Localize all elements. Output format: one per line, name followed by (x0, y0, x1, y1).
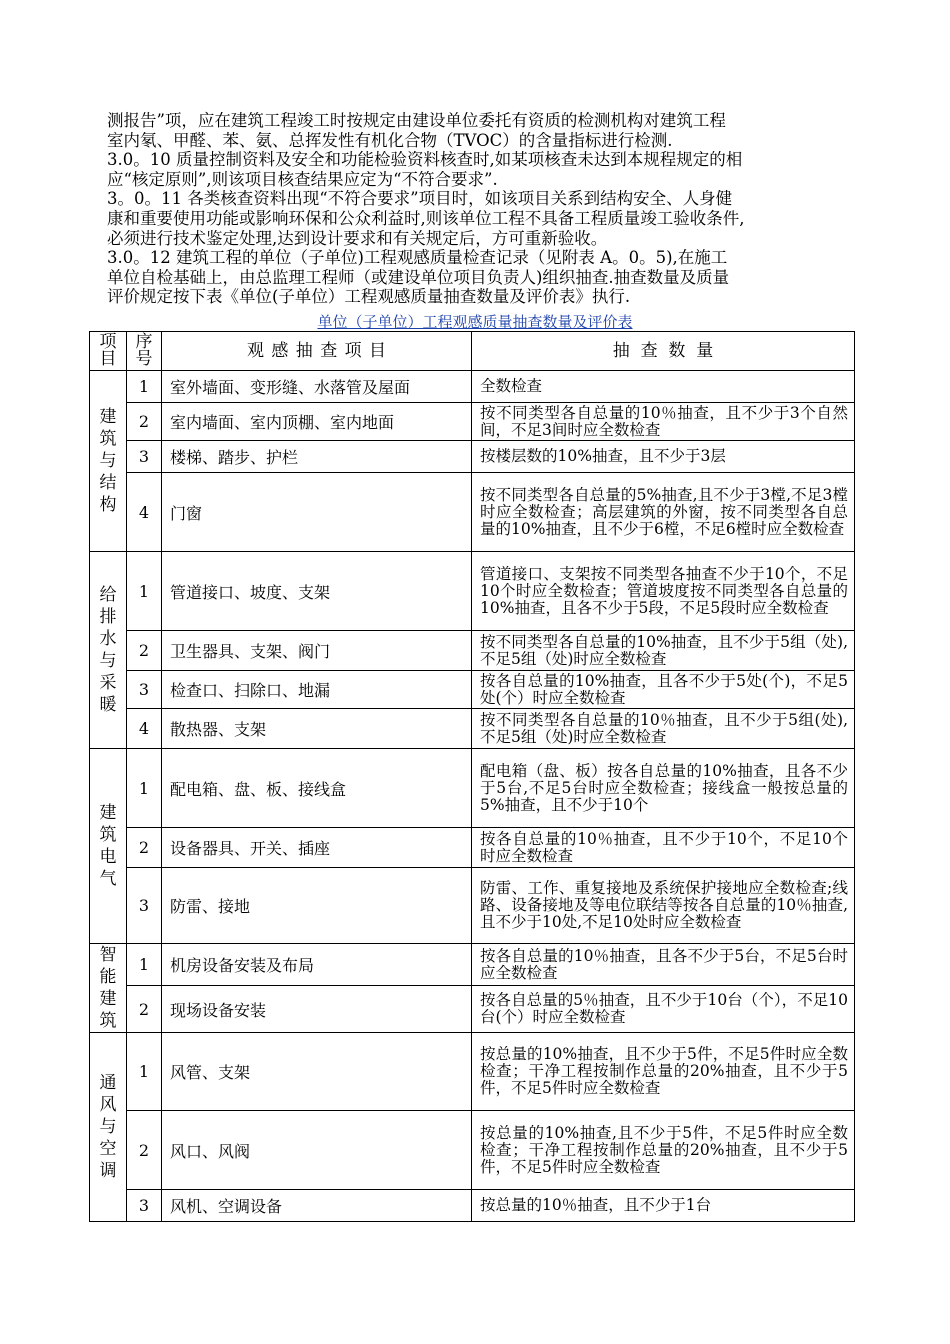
table-row (90, 552, 855, 631)
body-text (107, 111, 852, 307)
item-cell: 现场设备安装 (162, 986, 472, 1033)
category-cell: 给排水与采暖 (90, 552, 127, 749)
qty-cell: 按不同类型各自总量的10％抽查，且不少于3个自然间，不足3间时应全数检查 (472, 403, 855, 441)
item-cell: 风口、风阀 (162, 1111, 472, 1190)
seq-cell: 2 (127, 631, 162, 671)
seq-cell: 1 (127, 1033, 162, 1111)
qty-cell: 按不同类型各自总量的10％抽查，且不少于5组(处),不足5组（处)时应全数检查 (472, 709, 855, 749)
item-cell: 管道接口、坡度、支架 (162, 552, 472, 631)
header-qty: 抽 查 数 量 (472, 332, 855, 371)
inspection-table (89, 331, 855, 1222)
seq-cell: 2 (127, 828, 162, 868)
qty-cell: 按各自总量的10%抽查，且各不少于5处(个)，不足5处(个）时应全数检查 (472, 671, 855, 709)
table-row (90, 631, 855, 671)
item-cell: 风机、空调设备 (162, 1190, 472, 1222)
item-cell: 卫生器具、支架、阀门 (162, 631, 472, 671)
qty-cell: 防雷、工作、重复接地及系统保护接地应全数检查;线路、设备接地及等电位联结等按各自总量的10％抽查,且不少于10处,不足10处时应全数检查 (472, 868, 855, 944)
seq-cell: 1 (127, 552, 162, 631)
seq-cell: 4 (127, 709, 162, 749)
paragraph-line: 评价规定按下表《单位(子单位）工程观感质量抽查数量及评价表》执行. (107, 287, 631, 307)
table-row (90, 709, 855, 749)
qty-cell: 按各自总量的10％抽查，且各不少于5台，不足5台时应全数检查 (472, 944, 855, 986)
table-row (90, 671, 855, 709)
seq-cell: 1 (127, 371, 162, 403)
table-row (90, 986, 855, 1033)
table-row (90, 1033, 855, 1111)
table-row (90, 868, 855, 944)
qty-cell: 按各自总量的10％抽查，且不少于10个，不足10个时应全数检查 (472, 828, 855, 868)
qty-cell: 全数检查 (472, 371, 855, 403)
seq-cell: 3 (127, 868, 162, 944)
category-cell: 智能建筑 (90, 944, 127, 1033)
paragraph-line: 3.0。10 质量控制资料及安全和功能检验资料核查时,如某项核查未达到本规程规定的相 (107, 150, 743, 170)
paragraph-line: 室内氡、甲醛、苯、氨、总挥发性有机化合物（TVOC）的含量指标进行检测. (107, 130, 673, 150)
seq-cell: 3 (127, 1190, 162, 1222)
table-row (90, 441, 855, 473)
item-cell: 机房设备安装及布局 (162, 944, 472, 986)
item-cell: 防雷、接地 (162, 868, 472, 944)
category-cell: 通风与空调 (90, 1033, 127, 1222)
qty-cell: 按楼层数的10%抽查，且不少于3层 (472, 441, 855, 473)
table-header-row (90, 332, 855, 371)
header-item: 观 感 抽 查 项 目 (162, 332, 472, 371)
item-cell: 检查口、扫除口、地漏 (162, 671, 472, 709)
seq-cell: 3 (127, 441, 162, 473)
qty-cell: 按总量的10%抽查，且不少于5件，不足5件时应全数检查；干净工程按制作总量的20%抽查，且不少于5件，不足5件时应全数检查 (472, 1033, 855, 1111)
qty-cell: 管道接口、支架按不同类型各抽查不少于10个，不足10个时应全数检查；管道坡度按不同类型各自总量的10%抽查，且各不少于5段，不足5段时应全数检查 (472, 552, 855, 631)
paragraph-line: 3.0。12 建筑工程的单位（子单位)工程观感质量检查记录（见附表 A。0。5),在施工 (107, 248, 728, 268)
seq-cell: 4 (127, 473, 162, 552)
seq-cell: 1 (127, 749, 162, 828)
seq-cell: 3 (127, 671, 162, 709)
header-project: 项 目 (90, 332, 127, 371)
item-cell: 散热器、支架 (162, 709, 472, 749)
item-cell: 风管、支架 (162, 1033, 472, 1111)
paragraph-line: 康和重要使用功能或影响环保和公众利益时,则该单位工程不具备工程质量竣工验收条件, (107, 208, 745, 228)
item-cell: 设备器具、开关、插座 (162, 828, 472, 868)
table-row (90, 828, 855, 868)
category-cell: 建筑与结构 (90, 371, 127, 552)
seq-cell: 2 (127, 1111, 162, 1190)
paragraph-line: 3。0。11 各类核查资料出现“不符合要求”项目时，如该项目关系到结构安全、人身健 (107, 189, 733, 209)
table-row (90, 1111, 855, 1190)
item-cell: 配电箱、盘、板、接线盒 (162, 749, 472, 828)
paragraph-line: 应“核定原则”,则该项目核查结果应定为“不符合要求”. (107, 169, 498, 189)
qty-cell: 按总量的10％抽查，且不少于1台 (472, 1190, 855, 1222)
item-cell: 楼梯、踏步、护栏 (162, 441, 472, 473)
table-row (90, 403, 855, 441)
paragraph-line: 测报告”项，应在建筑工程竣工时按规定由建设单位委托有资质的检测机构对建筑工程 (107, 111, 726, 130)
seq-cell: 2 (127, 986, 162, 1033)
item-cell: 室内墙面、室内顶棚、室内地面 (162, 403, 472, 441)
qty-cell: 按各自总量的5％抽查，且不少于10台（个），不足10台(个）时应全数检查 (472, 986, 855, 1033)
paragraph-line: 必须进行技术鉴定处理,达到设计要求和有关规定后，方可重新验收。 (107, 228, 608, 248)
table-row (90, 1190, 855, 1222)
table-row (90, 371, 855, 403)
table-row (90, 473, 855, 552)
qty-cell: 配电箱（盘、板）按各自总量的10%抽查，且各不少于5台,不足5台时应全数检查；接线盒一般按总量的5%抽查，且不少于10个 (472, 749, 855, 828)
table-row (90, 749, 855, 828)
qty-cell: 按不同类型各自总量的5%抽查,且不少于3樘,不足3樘时应全数检查；高层建筑的外窗，按不同类型各自总量的10%抽查，且不少于6樘，不足6樘时应全数检查 (472, 473, 855, 552)
category-cell: 建筑电气 (90, 749, 127, 944)
item-cell: 门窗 (162, 473, 472, 552)
table-caption[interactable]: 单位（子单位）工程观感质量抽查数量及评价表 (317, 313, 633, 331)
qty-cell: 按总量的10%抽查,且不少于5件，不足5件时应全数检查；干净工程按制作总量的20%抽查，且不少于5件，不足5件时应全数检查 (472, 1111, 855, 1190)
table-row (90, 944, 855, 986)
seq-cell: 2 (127, 403, 162, 441)
seq-cell: 1 (127, 944, 162, 986)
header-seq: 序 号 (127, 332, 162, 371)
qty-cell: 按不同类型各自总量的10%抽查，且不少于5组（处),不足5组（处)时应全数检查 (472, 631, 855, 671)
item-cell: 室外墙面、变形缝、水落管及屋面 (162, 371, 472, 403)
paragraph-line: 单位自检基础上，由总监理工程师（或建设单位项目负责人)组织抽查.抽查数量及质量 (107, 267, 730, 287)
